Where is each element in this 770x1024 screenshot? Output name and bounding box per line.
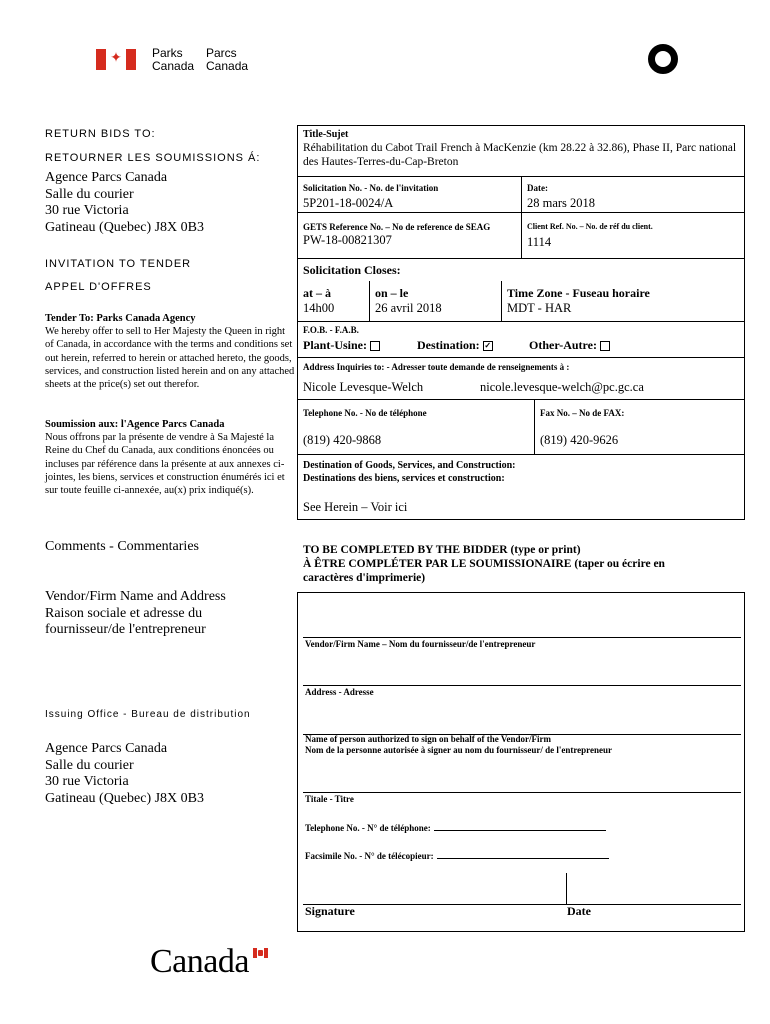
title-input-line[interactable] [303,792,741,793]
issuing-address: Agence Parcs Canada Salle du courier 30 rue Victoria Gatineau (Quebec) J8X 0B3 [45,741,205,806]
gets-label: GETS Reference No. – No de reference de SEAG [303,222,491,232]
invitation-heading: INVITATION TO TENDER [45,258,192,270]
title-field-label: Titale - Titre [305,794,354,804]
at-value: 14h00 [303,301,335,315]
destination-option[interactable]: Destination: ✓ [417,338,492,352]
gets-value: PW-18-00821307 [303,233,392,247]
address-input-line[interactable] [303,685,741,686]
address-label: Address - Adresse [305,687,374,697]
at-label: at – à [303,286,331,300]
timezone-value: MDT - HAR [507,301,572,315]
maple-leaf-icon: ✦ [110,51,122,66]
on-label: on – le [375,286,409,300]
contact-email[interactable]: nicole.levesque-welch@pc.gc.ca [480,380,644,394]
appel-heading: APPEL D'OFFRES [45,281,152,293]
on-value: 26 avril 2018 [375,301,442,315]
parcs-canada-fr: Parcs Canada [206,46,249,73]
vendor-name-label: Vendor/Firm Name – Nom du fournisseur/de l'entrepreneur [305,639,536,649]
parks-canada-en: Parks Canada [152,46,195,73]
canada-wordmark: Canada [150,943,249,980]
retourner-heading: RETOURNER LES SOUMISSIONS Á: [45,152,261,164]
beaver-emblem-icon [648,44,678,74]
see-herein: See Herein – Voir ici [303,500,408,514]
other-option[interactable]: Other-Autre: [529,338,610,353]
telephone-label: Telephone No. - No de téléphone [303,408,427,418]
plant-checkbox[interactable] [370,341,380,351]
date-field-label: Date [567,904,591,918]
destination-goods-label-fr: Destinations des biens, services et construction: [303,473,505,484]
tender-paragraph: Tender To: Parks Canada Agency We hereby offer to sell to Her Majesty the Queen in right of Canada, in accordance with the terms and conditions set out herein, referred to herein or attached hereto, the goods, services, and construction listed herein and on any attached sheets at the price(s) set out therefor. [45,313,295,391]
client-ref-value: 1114 [527,235,552,249]
comments-label: Comments - Commentaries [45,539,199,554]
telephone-value: (819) 420-9868 [303,433,382,447]
wordmark-flag-icon [253,948,268,958]
title-label: Title-Sujet [303,129,349,140]
signature-label: Signature [305,904,355,918]
signature-input-line[interactable] [303,904,741,905]
title-value: Réhabilitation du Cabot Trail French à MacKenzie (km 28.22 à 32.86), Phase II, Parc national des Hautes-Terres-du-Cap-Breton [303,142,737,168]
contact-name: Nicole Levesque-Welch [303,380,424,394]
bidder-facsimile-field[interactable]: Facsimile No. - N° de télécopieur: [305,849,609,862]
solicitation-info-box [297,125,745,520]
solicitation-value: 5P201-18-0024/A [303,196,394,210]
vendor-label: Vendor/Firm Name and Address Raison sociale et adresse du fournisseur/de l'entrepreneur [45,589,226,637]
bidder-form-box [297,592,745,932]
date-label: Date: [527,183,548,193]
soumission-paragraph: Soumission aux: l'Agence Parcs Canada Nous offrons par la présente de vendre à Sa Majesté la Reine du Chef du Canada, aux conditions énoncées ou incluses par référence dans la présente at aux annexes ci-jointes, les biens, services et construction énumérés ici et sur toute feuille ci-annexée, au(x) prix indiqué(s). [45,419,285,497]
fax-label: Fax No. – No de FAX: [540,408,625,418]
bidder-heading: TO BE COMPLETED BY THE BIDDER (type or print) À ÊTRE COMPLÉTER PAR LE SOUMISSIONAIRE (taper ou écrire en caractères d'imprimerie) [303,544,665,584]
solicitation-label: Solicitation No. - No. de l'invitation [303,183,439,193]
canada-flag-logo [96,49,136,70]
fax-value: (819) 420-9626 [540,433,619,447]
other-checkbox[interactable] [600,341,610,351]
bidder-telephone-field[interactable]: Telephone No. - N° de téléphone: [305,821,606,834]
destination-checkbox[interactable]: ✓ [484,341,492,351]
solicitation-closes-label: Solicitation Closes: [303,263,401,277]
return-address: Agence Parcs Canada Salle du courier 30 rue Victoria Gatineau (Quebec) J8X 0B3 [45,170,205,235]
authorized-name-label: Name of person authorized to sign on behalf of the Vendor/Firm Nom de la personne autorisée à signer au nom du fournisseur/ de l'entrepreneur [305,734,613,755]
timezone-label: Time Zone - Fuseau horaire [507,286,650,300]
return-bids-heading: RETURN BIDS TO: [45,128,156,140]
issuing-office-label: Issuing Office - Bureau de distribution [45,709,251,720]
fob-label: F.O.B. - F.A.B. [303,325,359,335]
client-ref-label: Client Ref. No. – No. de réf du client. [527,222,653,231]
date-value: 28 mars 2018 [527,196,596,210]
plant-usine-option[interactable]: Plant-Usine: [303,338,380,353]
destination-goods-label-en: Destination of Goods, Services, and Construction: [303,460,516,471]
vendor-name-input-line[interactable] [303,637,741,638]
address-inquiries-label: Address Inquiries to: - Adresser toute demande de renseignements à : [303,362,570,372]
